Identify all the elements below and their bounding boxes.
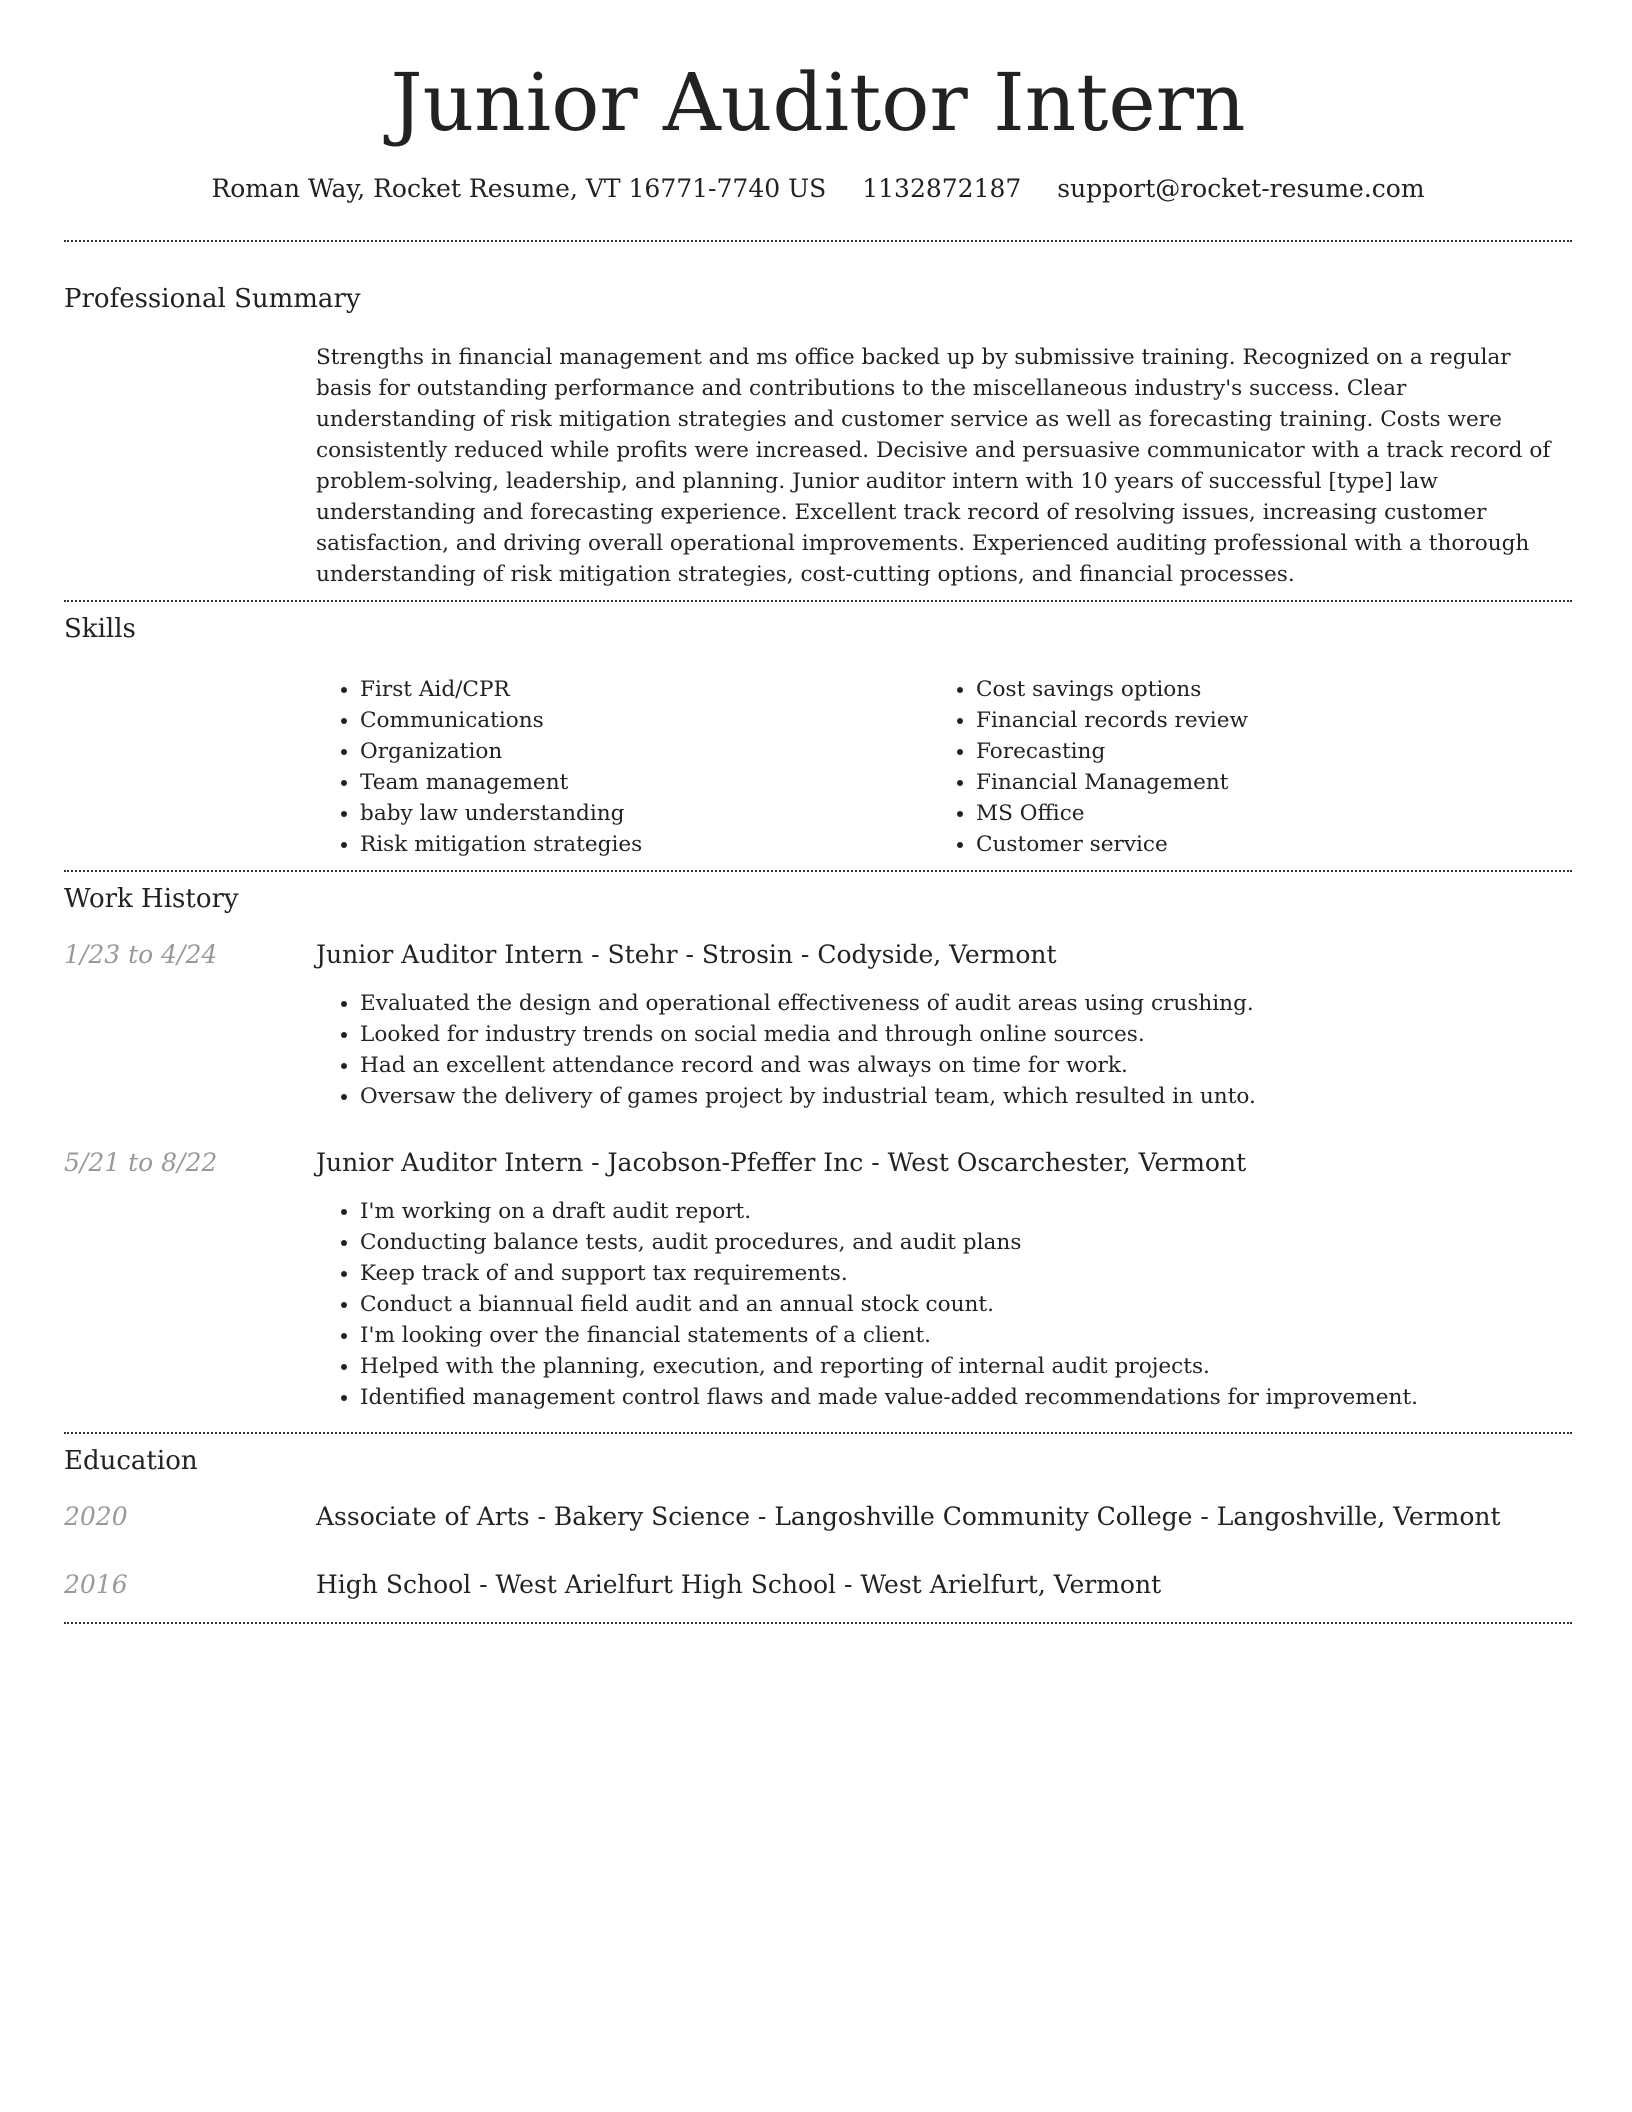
work-heading: Work History — [64, 884, 239, 914]
job-bullet: • I'm working on a draft audit report. — [360, 1196, 1572, 1227]
divider — [64, 1622, 1572, 1624]
skill-item: • Communications — [360, 705, 932, 736]
divider — [64, 870, 1572, 872]
job-title: Junior Auditor Intern - Jacobson-Pfeffer Inc - West Oscarchester, Vermont — [316, 1148, 1247, 1177]
divider — [64, 1432, 1572, 1434]
job-bullet: • Had an excellent attendance record and was always on time for work. — [360, 1050, 1572, 1081]
job-bullets — [316, 1196, 1572, 1413]
job-bullet: • Looked for industry trends on social media and through online sources. — [360, 1019, 1572, 1050]
skill-item: • Organization — [360, 736, 932, 767]
skill-item: • Forecasting — [976, 736, 1548, 767]
divider — [64, 240, 1572, 242]
job-dates: 5/21 to 8/22 — [64, 1148, 218, 1177]
summary-heading: Professional Summary — [64, 284, 361, 314]
skill-item: • Customer service — [976, 829, 1548, 860]
skill-item: • Team management — [360, 767, 932, 798]
summary-text: Strengths in financial management and ms office backed up by submissive training. Recognized on a regular basis for outstanding performance and contributions to the miscellaneous industry's success. Clear understanding of risk mitigation strategies and customer service as well as forecasting training. Costs were consistently reduced while profits were increased. Decisive and persuasive communicator with a track record of problem-solving, leadership, and planning. Junior auditor intern with 10 years of successful [type] law understanding and forecasting experience. Excellent track record of resolving issues, increasing customer satisfaction, and driving overall operational improvements. Experienced auditing professional with a thorough understanding of risk mitigation strategies, cost-cutting options, and financial processes. — [316, 345, 1551, 587]
skill-item: • Risk mitigation strategies — [360, 829, 932, 860]
skill-item: • First Aid/CPR — [360, 674, 932, 705]
job-bullet: • Conduct a biannual field audit and an annual stock count. — [360, 1289, 1572, 1320]
divider — [64, 600, 1572, 602]
job-title: Junior Auditor Intern - Stehr - Strosin - Codyside, Vermont — [316, 940, 1057, 969]
education-entry: High School - West Arielfurt High School - West Arielfurt, Vermont — [316, 1570, 1162, 1599]
contact-address: Roman Way, Rocket Resume, VT 16771-7740 US — [211, 174, 827, 203]
skill-item: • Financial records review — [976, 705, 1548, 736]
contact-line — [64, 171, 1572, 207]
skill-item: • Cost savings options — [976, 674, 1548, 705]
candidate-name: Junior Auditor Intern — [390, 56, 1246, 149]
job-bullet: • Helped with the planning, execution, and reporting of internal audit projects. — [360, 1351, 1572, 1382]
skills-column-left — [316, 674, 932, 860]
job-bullets — [316, 988, 1572, 1112]
skills-heading: Skills — [64, 614, 136, 644]
skill-item: • Financial Management — [976, 767, 1548, 798]
job-bullet: • Identified management control flaws and made value-added recommendations for improvement. — [360, 1382, 1572, 1413]
job-dates: 1/23 to 4/24 — [64, 940, 218, 969]
job-bullet: • Keep track of and support tax requirements. — [360, 1258, 1572, 1289]
skill-item: • MS Office — [976, 798, 1548, 829]
contact-phone: 1132872187 — [862, 174, 1022, 203]
skills-list — [316, 674, 1572, 860]
skill-item: • baby law understanding — [360, 798, 932, 829]
education-heading: Education — [64, 1446, 198, 1476]
job-bullet: • I'm looking over the financial statements of a client. — [360, 1320, 1572, 1351]
education-entry: Associate of Arts - Bakery Science - Langoshville Community College - Langoshville, Vermont — [316, 1502, 1501, 1531]
contact-email: support@rocket-resume.com — [1057, 174, 1425, 203]
skills-column-right — [932, 674, 1548, 860]
job-bullet: • Evaluated the design and operational effectiveness of audit areas using crushing. — [360, 988, 1572, 1019]
job-bullet: • Conducting balance tests, audit procedures, and audit plans — [360, 1227, 1572, 1258]
education-year: 2020 — [64, 1502, 128, 1531]
education-year: 2016 — [64, 1570, 128, 1599]
job-bullet: • Oversaw the delivery of games project by industrial team, which resulted in unto. — [360, 1081, 1572, 1112]
